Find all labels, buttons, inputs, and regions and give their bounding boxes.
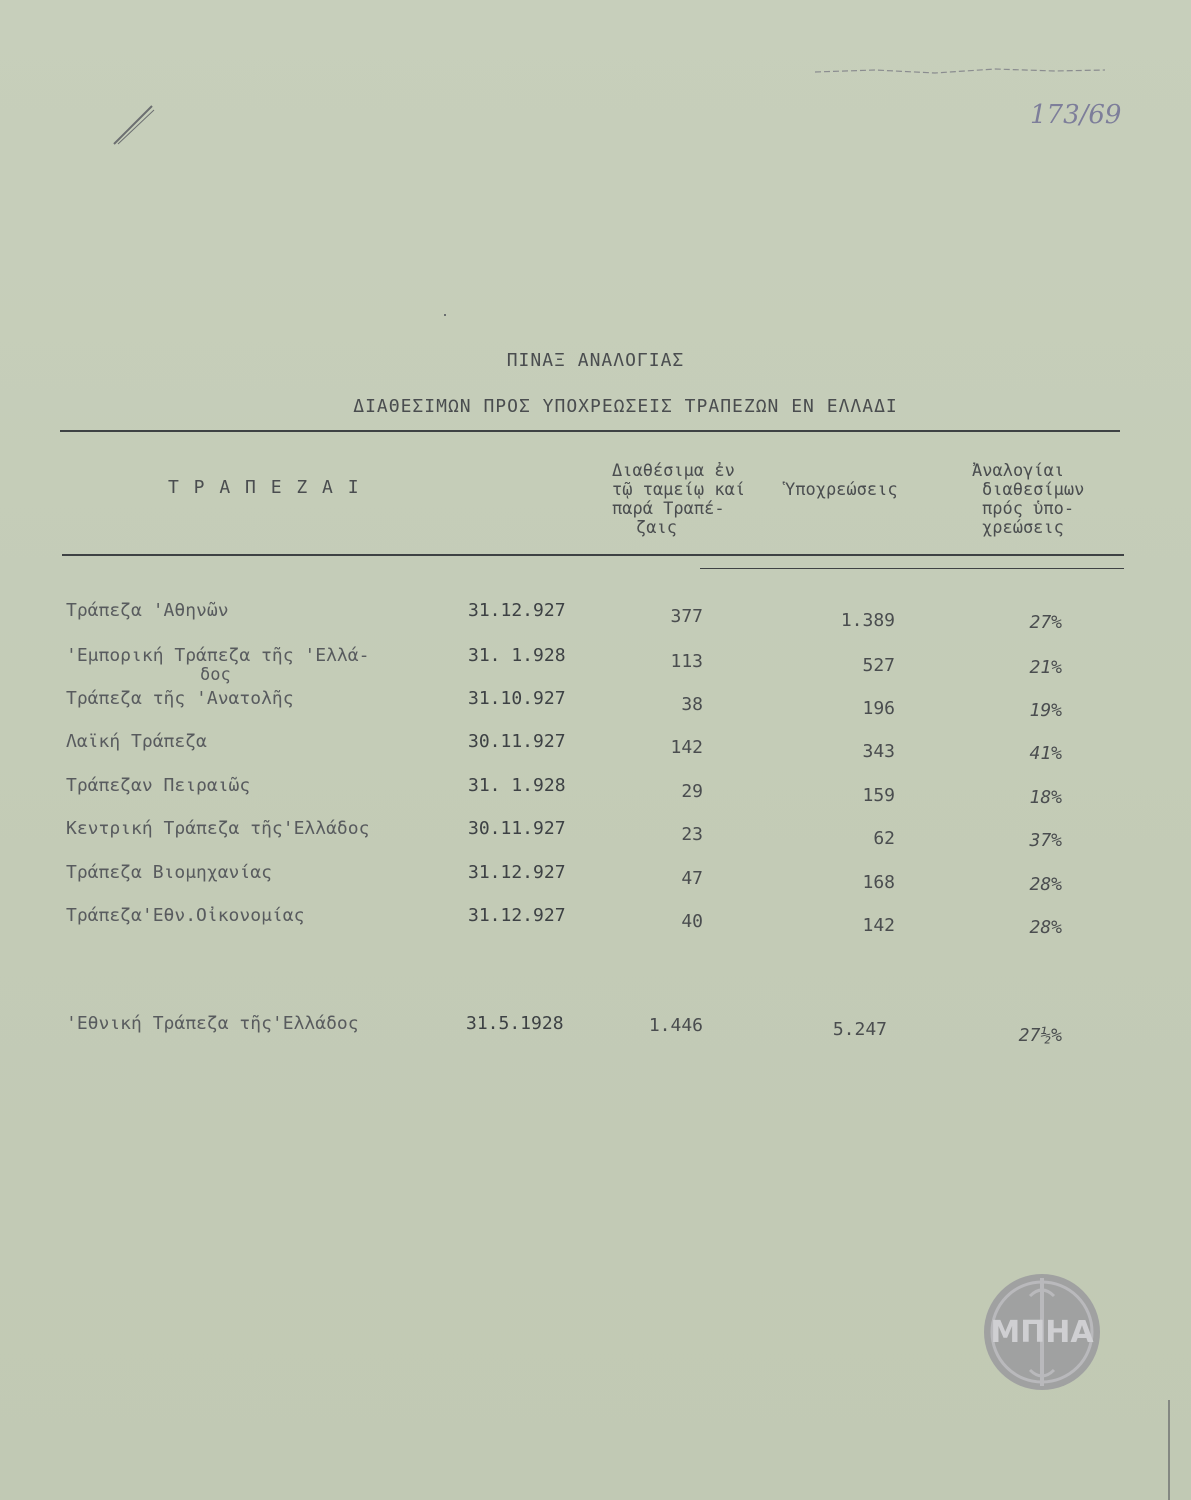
pen-stroke-mark — [108, 100, 158, 150]
national-bank-row — [0, 1013, 1191, 1046]
available-value: 113 — [670, 651, 703, 672]
table-row — [0, 818, 1191, 851]
bank-name: Τράπεζα'Εθν.Οἰκονομίας — [66, 905, 305, 926]
header-available-line: Διαθέσιμα ἐν — [612, 461, 735, 481]
balance-date: 30.11.927 — [468, 731, 566, 752]
reference-number: 173/69 — [1030, 100, 1122, 130]
obligations-value: 527 — [862, 655, 895, 676]
pencil-line-mark — [815, 66, 1105, 78]
ratio-value: 21% — [1029, 657, 1062, 678]
header-bottom-rule — [62, 554, 1124, 556]
balance-date: 31. 1.928 — [468, 645, 566, 666]
table-row — [0, 905, 1191, 938]
table-row — [0, 862, 1191, 895]
balance-date: 30.11.927 — [468, 818, 566, 839]
document-title: ΠΙΝΑΞ ΑΝΑΛΟΓΙΑΣ — [506, 350, 685, 371]
ratio-value: 19% — [1029, 700, 1062, 721]
table-row — [0, 600, 1191, 633]
ratio-value: 18% — [1029, 787, 1062, 808]
obligations-value: 142 — [862, 915, 895, 936]
ratio-value: 28% — [1029, 917, 1062, 938]
header-available — [612, 462, 745, 538]
header-ratio-line: χρεώσεις — [982, 518, 1064, 538]
edge-mark — [1168, 1400, 1170, 1500]
balance-date: 31. 1.928 — [468, 775, 566, 796]
balance-date: 31.12.927 — [468, 905, 566, 926]
obligations-value: 159 — [862, 785, 895, 806]
table-row — [0, 688, 1191, 721]
ratio-value: 37% — [1029, 830, 1062, 851]
obligations-value: 62 — [873, 828, 895, 849]
obligations-value: 5.247 — [832, 1019, 887, 1040]
header-available-line: τῷ ταμείῳ καί — [612, 480, 746, 500]
speck — [444, 314, 446, 316]
ratio-value: 27½% — [1018, 1025, 1062, 1046]
bank-name: 'Εθνική Τράπεζα τῆς'Ελλάδος — [66, 1013, 359, 1034]
table-row — [0, 731, 1191, 764]
available-value: 23 — [681, 824, 703, 845]
bank-name: Τράπεζα 'Αθηνῶν — [66, 600, 229, 621]
balance-date: 31.12.927 — [468, 600, 566, 621]
available-value: 29 — [681, 781, 703, 802]
table-row — [0, 775, 1191, 808]
bank-name: Τράπεζα τῆς 'Ανατολῆς — [66, 688, 294, 709]
balance-date: 31.12.927 — [468, 862, 566, 883]
header-banks: Τ Ρ Α Π Ε Ζ Α Ι — [168, 477, 361, 498]
header-available-line: ζαις — [636, 518, 677, 538]
header-top-rule — [60, 430, 1120, 432]
header-available-line: παρά Τραπέ- — [612, 499, 725, 519]
balance-date: 31.10.927 — [468, 688, 566, 709]
available-value: 38 — [681, 694, 703, 715]
header-obligations: Ὑποχρεώσεις — [785, 480, 898, 500]
header-ratio-line: πρός ὑπο- — [982, 499, 1075, 519]
ratio-value: 28% — [1029, 874, 1062, 895]
available-value: 1.446 — [648, 1015, 703, 1036]
header-ratio-line: διαθεσίμων — [982, 480, 1085, 500]
available-value: 47 — [681, 868, 703, 889]
archive-seal-icon — [980, 1270, 1104, 1394]
bank-name: Τράπεζαν Πειραιῶς — [66, 775, 251, 796]
header-ratio-line: Ἀναλογίαι — [972, 461, 1065, 481]
bank-name: Λαϊκή Τράπεζα — [66, 731, 207, 752]
header-ratio — [972, 462, 1084, 538]
bank-name-continuation: δος — [200, 665, 231, 685]
document-subtitle: ΔΙΑΘΕΣΙΜΩΝ ΠΡΟΣ ΥΠΟΧΡΕΩΣΕΙΣ ΤΡΑΠΕΖΩΝ ΕΝ ΕΛΛΑΔΙ — [353, 396, 898, 417]
balance-date: 31.5.1928 — [466, 1013, 564, 1034]
obligations-value: 1.389 — [840, 610, 895, 631]
obligations-value: 168 — [862, 872, 895, 893]
available-value: 142 — [670, 737, 703, 758]
table-row — [0, 645, 1191, 685]
bank-name: Τράπεζα Βιομηχανίας — [66, 862, 272, 883]
bank-name: Κεντρική Τράπεζα τῆς'Ελλάδος — [66, 818, 370, 839]
header-bottom-rule-short — [700, 568, 1124, 569]
available-value: 40 — [681, 911, 703, 932]
obligations-value: 196 — [862, 698, 895, 719]
obligations-value: 343 — [862, 741, 895, 762]
available-value: 377 — [670, 606, 703, 627]
ratio-value: 41% — [1029, 743, 1062, 764]
seal-letters: ΜΠΗΑ — [990, 1315, 1094, 1350]
ratio-value: 27% — [1029, 612, 1062, 633]
bank-name: 'Εμπορική Τράπεζα τῆς 'Ελλά- — [66, 645, 370, 666]
